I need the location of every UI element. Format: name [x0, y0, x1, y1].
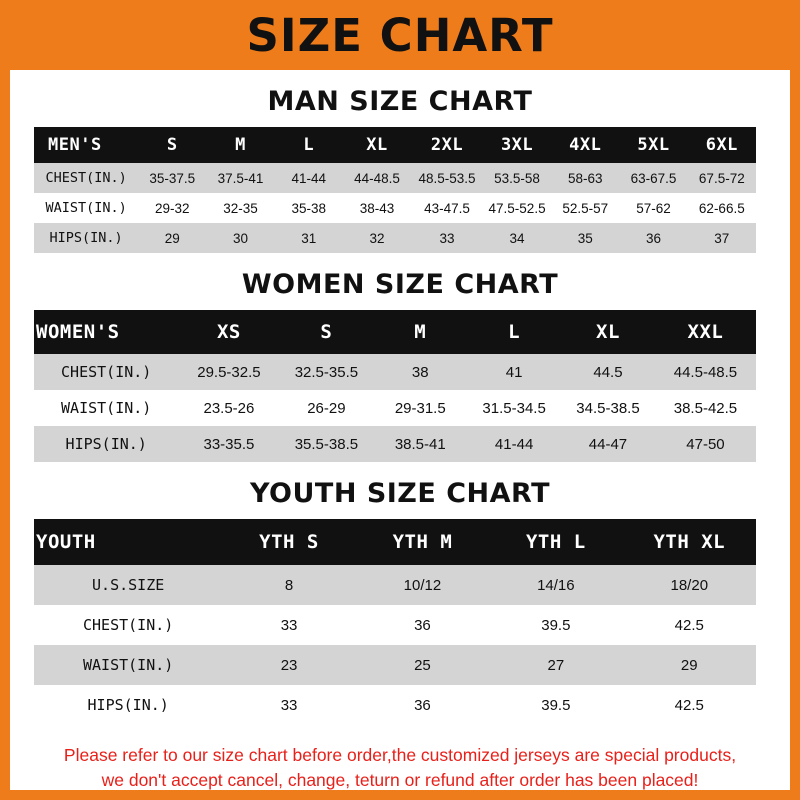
- men-header-cell: MEN'S: [48, 135, 102, 155]
- table-cell: 34: [483, 223, 551, 253]
- table-row: [34, 426, 756, 462]
- table-cell: 38.5-42.5: [655, 390, 756, 426]
- row-label: WAIST(IN.): [34, 645, 222, 685]
- table-cell: 35-37.5: [138, 163, 206, 193]
- table-cell: 23: [222, 645, 355, 685]
- women-header-cell: M: [414, 321, 427, 343]
- women-header-cell: XL: [596, 321, 620, 343]
- table-cell: 52.5-57: [551, 193, 619, 223]
- women-header-cell: S: [320, 321, 333, 343]
- bottom-accent-strip: [0, 790, 800, 800]
- table-cell: 41-44: [467, 426, 561, 462]
- table-cell: 33: [222, 685, 355, 725]
- table-row: [34, 163, 756, 193]
- table-cell: 32.5-35.5: [279, 354, 373, 390]
- table-cell: 53.5-58: [483, 163, 551, 193]
- table-cell: 37.5-41: [206, 163, 274, 193]
- men-header-cell: 6XL: [705, 135, 738, 155]
- table-cell: 18/20: [623, 565, 756, 605]
- youth-header-cell: YTH XL: [653, 531, 726, 553]
- table-cell: 41-44: [275, 163, 343, 193]
- women-header-cell: XS: [216, 321, 241, 343]
- table-cell: 62-66.5: [688, 193, 756, 223]
- section-title-women: WOMEN SIZE CHART: [241, 269, 559, 300]
- table-cell: 38.5-41: [373, 426, 467, 462]
- table-cell: 36: [356, 685, 489, 725]
- men-header-cell: M: [235, 135, 246, 155]
- table-cell: 34.5-38.5: [561, 390, 655, 426]
- table-cell: 39.5: [489, 605, 622, 645]
- section-title-youth: YOUTH SIZE CHART: [249, 478, 551, 509]
- row-label: CHEST(IN.): [34, 605, 222, 645]
- table-cell: 23.5-26: [178, 390, 279, 426]
- footer-line-1: Please refer to our size chart before order,the customized jerseys are special products,: [63, 745, 737, 765]
- footer-line-2: we don't accept cancel, change, teturn or refund after order has been placed!: [101, 770, 699, 791]
- table-cell: 38: [373, 354, 467, 390]
- row-label: CHEST(IN.): [34, 163, 138, 193]
- table-cell: 32: [343, 223, 411, 253]
- table-cell: 26-29: [279, 390, 373, 426]
- table-row: [34, 354, 756, 390]
- table-cell: 29.5-32.5: [178, 354, 279, 390]
- youth-size-table: [34, 519, 756, 725]
- section-title-men: MAN SIZE CHART: [267, 86, 533, 117]
- women-size-table: [34, 310, 756, 462]
- row-label: WAIST(IN.): [34, 390, 178, 426]
- table-cell: 47-50: [655, 426, 756, 462]
- table-row: [34, 565, 756, 605]
- row-label: HIPS(IN.): [34, 685, 222, 725]
- table-cell: 39.5: [489, 685, 622, 725]
- table-cell: 58-63: [551, 163, 619, 193]
- table-cell: 44-47: [561, 426, 655, 462]
- table-cell: 35: [551, 223, 619, 253]
- table-cell: 38-43: [343, 193, 411, 223]
- table-cell: 36: [356, 605, 489, 645]
- table-cell: 29-31.5: [373, 390, 467, 426]
- youth-table-header-row: [34, 519, 756, 565]
- table-cell: 27: [489, 645, 622, 685]
- table-cell: 14/16: [489, 565, 622, 605]
- women-table-header-row: [34, 310, 756, 354]
- table-cell: 33: [411, 223, 483, 253]
- table-cell: 29-32: [138, 193, 206, 223]
- table-row: [34, 645, 756, 685]
- table-cell: 31: [275, 223, 343, 253]
- men-header-cell: 5XL: [637, 135, 670, 155]
- men-table-header-row: [34, 127, 756, 163]
- table-cell: 67.5-72: [688, 163, 756, 193]
- table-row: [34, 223, 756, 253]
- footer-note: [34, 743, 766, 794]
- table-row: [34, 605, 756, 645]
- women-header-cell: WOMEN'S: [36, 321, 120, 343]
- row-label: HIPS(IN.): [34, 426, 178, 462]
- men-header-cell: XL: [366, 135, 388, 155]
- table-cell: 42.5: [623, 685, 756, 725]
- men-header-cell: 3XL: [500, 135, 534, 155]
- table-cell: 37: [688, 223, 756, 253]
- men-header-cell: S: [166, 135, 178, 155]
- men-header-cell: 2XL: [430, 135, 464, 155]
- table-cell: 35-38: [275, 193, 343, 223]
- table-cell: 43-47.5: [411, 193, 483, 223]
- youth-header-cell: YOUTH: [36, 531, 96, 553]
- table-cell: 33-35.5: [178, 426, 279, 462]
- table-cell: 42.5: [623, 605, 756, 645]
- youth-header-cell: YTH L: [525, 531, 586, 553]
- men-size-table: [34, 127, 756, 253]
- table-cell: 35.5-38.5: [279, 426, 373, 462]
- table-cell: 36: [619, 223, 687, 253]
- youth-header-cell: YTH S: [259, 531, 319, 553]
- table-row: [34, 685, 756, 725]
- table-cell: 44.5-48.5: [655, 354, 756, 390]
- table-cell: 8: [222, 565, 355, 605]
- row-label: WAIST(IN.): [34, 193, 138, 223]
- chart-content: [10, 86, 790, 794]
- table-cell: 25: [356, 645, 489, 685]
- table-cell: 48.5-53.5: [411, 163, 483, 193]
- men-header-cell: 4XL: [569, 135, 602, 155]
- table-row: [34, 390, 756, 426]
- women-header-cell: L: [508, 321, 521, 343]
- men-header-cell: L: [303, 135, 315, 155]
- table-cell: 30: [206, 223, 274, 253]
- table-cell: 33: [222, 605, 355, 645]
- row-label: CHEST(IN.): [34, 354, 178, 390]
- table-cell: 47.5-52.5: [483, 193, 551, 223]
- women-header-cell: XXL: [687, 321, 724, 343]
- table-cell: 44.5: [561, 354, 655, 390]
- page-title: SIZE CHART: [246, 8, 554, 62]
- row-label: HIPS(IN.): [34, 223, 138, 253]
- table-cell: 41: [467, 354, 561, 390]
- table-cell: 63-67.5: [619, 163, 687, 193]
- table-cell: 32-35: [206, 193, 274, 223]
- table-cell: 57-62: [619, 193, 687, 223]
- page-banner: [0, 0, 800, 70]
- table-row: [34, 193, 756, 223]
- table-cell: 31.5-34.5: [467, 390, 561, 426]
- table-cell: 29: [623, 645, 756, 685]
- row-label: U.S.SIZE: [34, 565, 222, 605]
- youth-header-cell: YTH M: [392, 531, 453, 553]
- table-cell: 29: [138, 223, 206, 253]
- table-cell: 10/12: [356, 565, 489, 605]
- table-cell: 44-48.5: [343, 163, 411, 193]
